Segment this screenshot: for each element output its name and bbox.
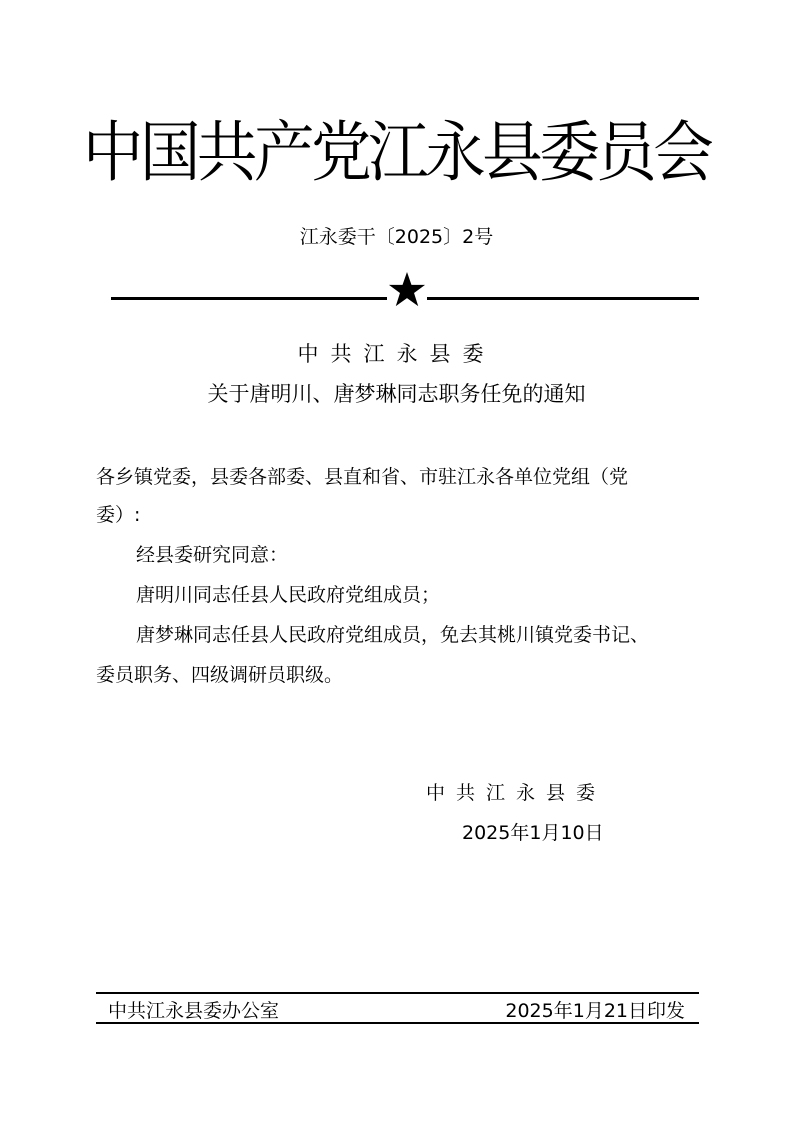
body-paragraph: 经县委研究同意：	[136, 544, 289, 566]
footer-top-rule	[96, 992, 699, 994]
footer-print-date: 2025年1月21日印发	[505, 1000, 685, 1022]
body-recipients-line2: 委）:	[96, 504, 141, 526]
body-recipients-line1: 各乡镇党委，县委各部委、县直和省、市驻江永各单位党组（党	[96, 466, 629, 488]
document-title-line2: 关于唐明川、唐梦琳同志职务任免的通知	[207, 382, 586, 406]
issuing-authority-heading: 中国共产党江永县委员会	[82, 114, 711, 191]
footer-issuer: 中共江永县委办公室	[108, 1000, 280, 1022]
footer-bottom-rule	[96, 1022, 699, 1024]
body-paragraph-continued: 委员职务、四级调研员职级。	[96, 664, 344, 686]
body-paragraph: 唐梦琳同志任县人民政府党组成员，免去其桃川镇党委书记、	[136, 624, 650, 646]
header-divider-right	[427, 297, 699, 300]
signature-organization: 中共江永县委	[426, 782, 607, 804]
header-divider-left	[111, 297, 387, 300]
document-number: 江永委干〔2025〕2号	[299, 226, 494, 248]
document-title-line1: 中共江永县委	[297, 342, 496, 366]
star-icon	[388, 271, 426, 309]
signature-date: 2025年1月10日	[462, 822, 604, 844]
body-paragraph: 唐明川同志任县人民政府党组成员；	[136, 584, 441, 606]
